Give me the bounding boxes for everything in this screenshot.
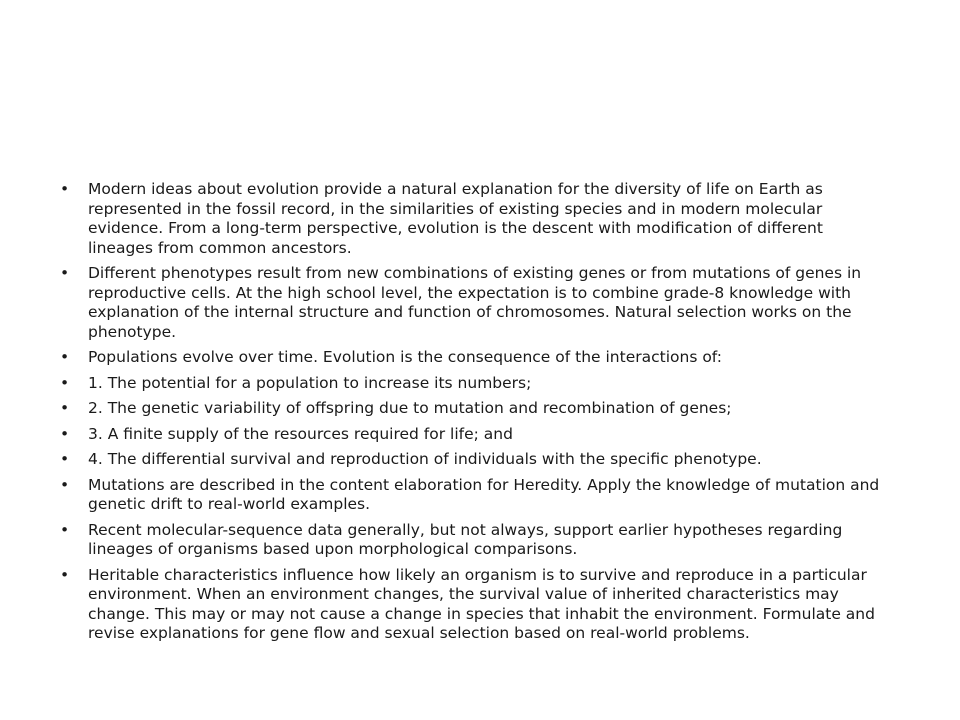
bullet-marker: • [60,180,70,198]
bullet-item [60,476,890,515]
bullet-item [60,374,890,394]
bullet-list [60,180,890,650]
bullet-marker: • [60,475,70,494]
bullet-item [60,521,890,560]
bullet-text: Modern ideas about evolution provide a natural explanation for the diversity of life on Earth as represented in the fossil record, in the similarities of existing species and in modern molecular evidence. From a long-term perspective, evolution is the descent with modification of different lineages from common ancestors. [88,180,823,257]
bullet-marker: • [60,264,70,282]
bullet-item [60,566,890,644]
bullet-text: Mutations are described in the content elaboration for Heredity. Apply the knowledge of mutation and genetic drift to real-world examples. [88,475,880,513]
bullet-item [60,264,890,342]
bullet-item [60,450,890,470]
bullet-marker: • [60,450,70,468]
bullet-item [60,425,890,445]
bullet-text: Populations evolve over time. Evolution is the consequence of the interactions of: [88,348,722,366]
bullet-text: Heritable characteristics influence how likely an organism is to survive and reproduce in a particular environment. When an environment changes, the survival value of inherited characteristics may change. This may or may not cause a change in species that inhabit the environment. Formulate and revise explanations for gene flow and sexual selection based on real-world problems. [88,565,875,642]
bullet-item [60,348,890,368]
bullet-marker: • [60,373,70,392]
bullet-text: 1. The potential for a population to increase its numbers; [88,373,532,392]
bullet-item [60,399,890,419]
bullet-text: Different phenotypes result from new combinations of existing genes or from mutations of genes in reproductive cells. At the high school level, the expectation is to combine grade-8 knowledge with explanation of the internal structure and function of chromosomes. Natural selection works on the phenotype. [88,264,862,341]
bullet-item [60,180,890,258]
bullet-text: Recent molecular-sequence data generally, but not always, support earlier hypotheses regarding lineages of organisms based upon morphological comparisons. [88,520,843,558]
bullet-text: 3. A finite supply of the resources required for life; and [88,424,513,443]
bullet-text: 2. The genetic variability of offspring due to mutation and recombination of genes; [88,399,732,417]
bullet-marker: • [60,520,70,539]
bullet-marker: • [60,424,70,443]
bullet-marker: • [60,565,70,584]
bullet-marker: • [60,348,70,366]
bullet-text: 4. The differential survival and reproduction of individuals with the specific phenotype. [88,450,762,468]
bullet-marker: • [60,399,70,417]
